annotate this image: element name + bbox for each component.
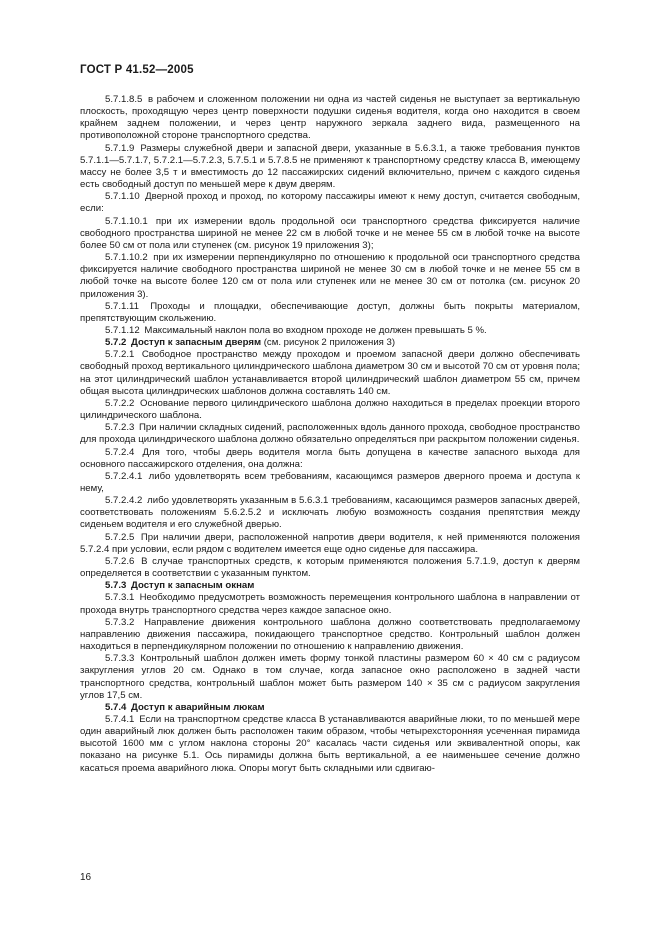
paragraph (80, 556, 580, 580)
clause-number: 5.7.2.4.1 (105, 470, 143, 482)
paragraph (80, 143, 580, 192)
clause-number: 5.7.2.6 (105, 555, 135, 567)
clause-number: 5.7.3 (105, 580, 127, 592)
paragraph (80, 216, 580, 252)
clause-number: 5.7.2.2 (105, 397, 135, 409)
clause-text: (см. рисунок 2 приложения 3) (263, 337, 396, 349)
document-body (80, 94, 580, 775)
clause-text: Дверной проход и проход, по которому пассажиры имеют к нему доступ, считается свободным, если: (80, 191, 580, 215)
clause-text: Размеры служебной двери и запасной двери, указанные в 5.6.3.1, а также требования пунктов 5.7.1.1—5.7.1.7, 5.7.2.1—5.7.2.3, 5.7.5.1 и 5.7.8.5 не применяют к транспортному средству класса В, имеющему массу не более 3,5 т и вместимость до 12 пассажирских сидений включительно, причем с каждого сиденья есть свободный доступ по меньшей мере к двум дверям. (80, 142, 580, 191)
clause-number: 5.7.3.3 (105, 653, 135, 665)
clause-number: 5.7.1.11 (105, 300, 139, 312)
paragraph (80, 471, 580, 495)
paragraph (80, 653, 580, 702)
clause-text: Для того, чтобы дверь водителя могла быть допущена в качестве запасного выхода для основного пассажирского отделения, она должна: (80, 446, 580, 470)
clause-text: При наличии двери, расположенной напротив двери водителя, к ней применяются положения 5.7.2.4 при условии, если рядом с водителем имеется еще одно сиденье для пассажира. (80, 531, 580, 555)
paragraph (80, 191, 580, 215)
section-heading (80, 580, 580, 592)
paragraph (80, 447, 580, 471)
paragraph (80, 532, 580, 556)
clause-number: 5.7.1.10.1 (105, 215, 148, 227)
clause-text: Свободное пространство между проходом и проемом запасной двери должно обеспечивать свободный проход вертикального цилиндрического шаблона диаметром 30 см и высотой 70 см от уровня пола; на этот цилиндрический шаблон устанавливается второй цилиндрический шаблон диаметром 55 см, причем общая высота цилиндрических шаблонов должна составлять 140 см. (80, 349, 580, 397)
clause-text: Если на транспортном средстве класса В устанавливаются аварийные люки, то по меньшей мере один аварийный люк должен быть расположен таким образом, чтобы четырехсторонняя усеченная пирамида высотой 1600 мм с углом наклона стороны 20° касалась части сиденья или эквивалентной опоры, как показано на рисунке 5.1. Ось пирамиды должна быть вертикальной, а ее наименьшее сечение должно касаться проема аварийного люка. Опоры могут быть складными или сдвигаю- (80, 713, 580, 774)
clause-text: либо удовлетворять всем требованиям, касающимся размеров дверного проема и доступа к нему, (80, 470, 580, 494)
paragraph (80, 592, 580, 616)
clause-text: При наличии складных сидений, расположенных вдоль данного прохода, свободное пространство для прохода цилиндрического шаблона должно обязательно определяться при раскрытом положении сиденья. (80, 422, 580, 446)
paragraph (80, 325, 580, 337)
clause-number: 5.7.3.1 (105, 592, 135, 604)
clause-text: либо удовлетворять указанным в 5.6.3.1 требованиям, касающимся размеров запасных дверей, соответствовать положениям 5.6.2.5.2 и исключать любую возможность создания препятствия между сиденьем водителя и его служебной дверью. (80, 495, 580, 531)
clause-text: Контрольный шаблон должен иметь форму тонкой пластины размером 60 × 40 см с радиусом закругления углов 20 см. Однако в том случае, когда запасное окно расположено в задней части транспортного средства, контрольный шаблон может быть размером 140 × 35 см с радиусом закругления углов 17,5 см. (80, 653, 580, 701)
paragraph (80, 714, 580, 775)
heading-text: Доступ к запасным окнам (131, 580, 255, 592)
paragraph (80, 349, 580, 398)
clause-text: Проходы и площадки, обеспечивающие доступ, должны быть покрыты материалом, препятствующим скольжению. (80, 300, 581, 324)
clause-text: в рабочем и сложенном положении ни одна из частей сиденья не выступает за вертикальную плоскость, проходящую через центр поверхности подушки сиденья водителя, когда оно находится в своем крайнем заднем положении, и через центр наружного зеркала заднего вида, размещенного на противоположной стороне транспортного средства. (80, 94, 580, 142)
clause-text: В случае транспортных средств, к которым применяются положения 5.7.1.9, доступ к дверям определяется в соответствии с указанным пунктом. (80, 555, 581, 580)
section-heading (80, 337, 580, 349)
clause-number: 5.7.2 (105, 337, 127, 349)
clause-number: 5.7.2.4.2 (105, 495, 143, 507)
clause-number: 5.7.1.9 (105, 142, 135, 154)
clause-number: 5.7.1.10.2 (105, 252, 148, 264)
clause-number: 5.7.4 (105, 701, 127, 713)
clause-number: 5.7.4.1 (105, 713, 135, 725)
section-heading (80, 702, 580, 714)
clause-number: 5.7.1.10 (105, 191, 140, 203)
clause-number: 5.7.3.2 (105, 616, 135, 628)
paragraph (80, 398, 580, 422)
paragraph (80, 495, 580, 531)
clause-text: при их измерении перпендикулярно по отношению к продольной оси транспортного средства фиксируется наличие свободного пространства шириной не менее 30 см в любой точке и не менее 55 см в любой точке на высоте более 120 см от пола или ступенек или не менее 30 см от потолка (см. рисунок 20 приложения 3). (80, 252, 580, 300)
page-number: 16 (80, 872, 92, 883)
document-header: ГОСТ Р 41.52—2005 (80, 64, 194, 76)
clause-number: 5.7.1.12 (105, 324, 140, 336)
clause-number: 5.7.1.8.5 (105, 94, 143, 105)
paragraph (80, 252, 580, 301)
paragraph (80, 301, 580, 325)
clause-text: Необходимо предусмотреть возможность перемещения контрольного шаблона в направлении от прохода внутрь транспортного средства через каждое запасное окно. (80, 592, 581, 616)
paragraph (80, 94, 580, 143)
paragraph (80, 422, 580, 446)
clause-text: Максимальный наклон пола во входном проходе не должен превышать 5 %. (144, 324, 487, 336)
clause-text: Направление движения контрольного шаблона должно соответствовать предполагаемому направлению движения пассажира, покидающего транспортное средство. Контрольный шаблон должен находиться в перпендикулярном положении по отношению к направлению движения. (80, 616, 581, 653)
clause-number: 5.7.2.1 (105, 349, 135, 361)
clause-number: 5.7.2.4 (105, 446, 135, 458)
clause-number: 5.7.2.5 (105, 531, 135, 543)
clause-text: Основание первого цилиндрического шаблона должно находиться в пределах проекции второго цилиндрического шаблона. (80, 397, 580, 422)
clause-text: при их измерении вдоль продольной оси транспортного средства фиксируется наличие свободного пространства шириной не менее 22 см в любой точке и не менее 55 см в любой точке на высоте более 50 см от пола или ступенек (см. рисунок 19 приложения 3); (80, 215, 580, 251)
heading-text: Доступ к запасным дверям (131, 337, 262, 349)
heading-text: Доступ к аварийным люкам (131, 701, 265, 713)
paragraph (80, 617, 580, 653)
clause-number: 5.7.2.3 (105, 422, 135, 434)
